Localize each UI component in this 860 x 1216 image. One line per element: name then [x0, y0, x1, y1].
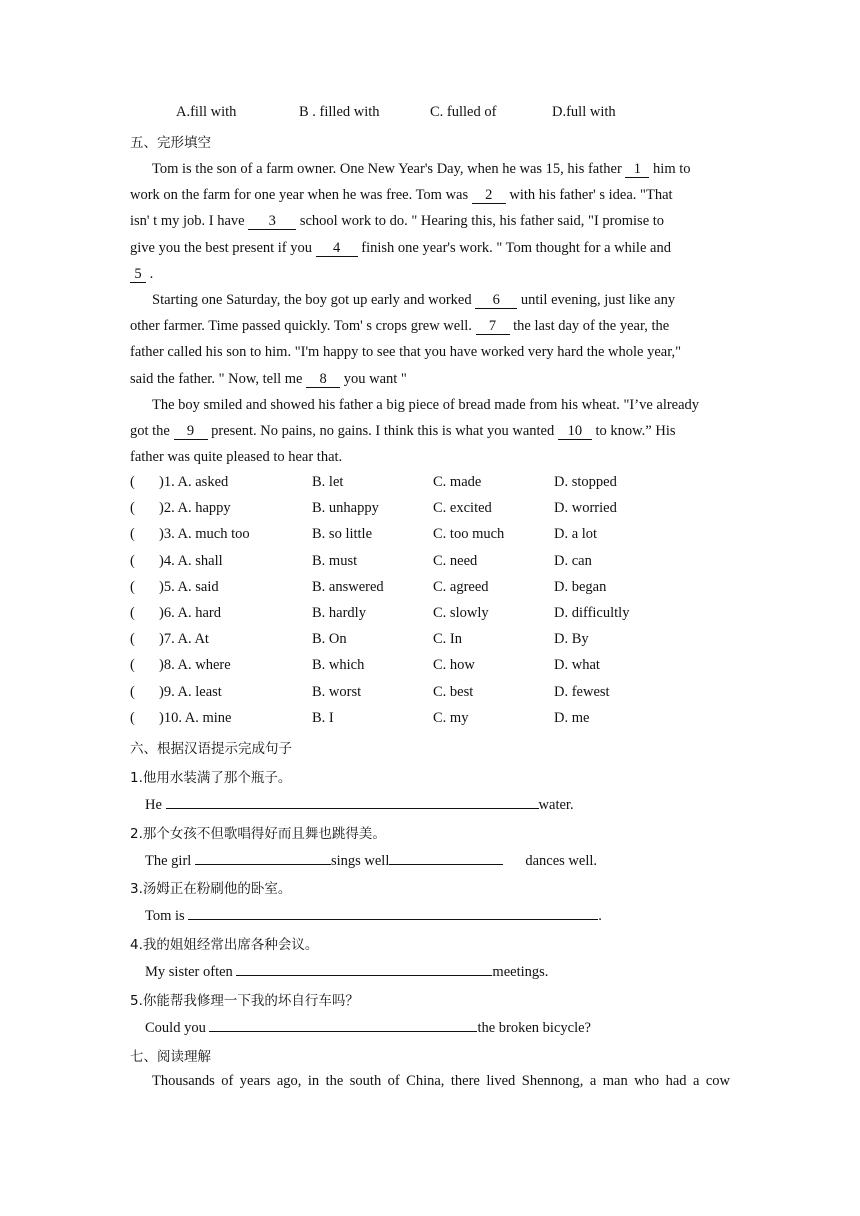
section-7-title: 七、阅读理解: [130, 1049, 211, 1065]
question-option-b: B. which: [312, 657, 365, 674]
passage-line: other farmer. Time passed quickly. Tom' s crops grew well. 7 the last day of the year, the: [130, 318, 670, 335]
blank-4: 4: [316, 240, 358, 257]
passage-line: Tom is the son of a farm owner. One New Year's Day, when he was 15, his father 1 him to: [152, 161, 691, 177]
blank-1: 1: [625, 161, 649, 178]
question-option-a: )8. A. where: [159, 657, 231, 674]
question-option-a: )3. A. much too: [159, 526, 250, 543]
question-option-c: C. how: [433, 657, 475, 674]
question-option-a: )2. A. happy: [159, 500, 231, 517]
sentence-5-chinese: 5.你能帮我修理一下我的坏自行车吗？: [130, 993, 359, 1009]
question-option-d: D. fewest: [554, 683, 610, 700]
answer-line[interactable]: [195, 850, 331, 865]
answer-line[interactable]: [188, 905, 598, 920]
sentence-4-chinese: 4.我的姐姐经常出席各种会议。: [130, 937, 319, 953]
question-option-a: )1. A. asked: [159, 474, 229, 490]
blank-6: 6: [475, 292, 517, 309]
blank-5: 5: [130, 266, 146, 283]
passage-line: Starting one Saturday, the boy got up early and worked 6 until evening, just like any: [152, 292, 676, 309]
passage-line: isn' t my job. I have 3 school work to do. " Hearing this, his father said, "I promise to: [130, 213, 665, 230]
answer-line[interactable]: [236, 961, 492, 976]
answer-bracket: (: [130, 578, 135, 595]
passage-line: 5 .: [130, 261, 730, 287]
answer-bracket: (: [130, 657, 135, 674]
passage-line: work on the farm for one year when he was free. Tom was 2 with his father' s idea. "That: [130, 187, 673, 204]
option-c: C. fulled of: [430, 104, 497, 120]
blank-10: 10: [558, 423, 592, 440]
sentence-3-chinese: 3.汤姆正在粉刷他的卧室。: [130, 881, 292, 897]
option-b: B . filled with: [299, 104, 380, 120]
sentence-4-english: My sister often meetings.: [145, 961, 548, 981]
question-option-c: C. made: [433, 474, 482, 490]
passage-line: father was quite pleased to hear that.: [130, 449, 343, 466]
question-option-c: C. too much: [433, 526, 505, 543]
sentence-2-chinese: 2.那个女孩不但歌唱得好而且舞也跳得美。: [130, 826, 386, 842]
question-option-b: B. answered: [312, 578, 384, 595]
answer-bracket: (: [130, 631, 135, 648]
answer-bracket: (: [130, 474, 135, 490]
question-option-c: C. my: [433, 709, 469, 726]
sentence-1-chinese: 1.他用水装满了那个瓶子。: [130, 770, 292, 786]
cloze-passage: [130, 156, 730, 470]
answer-bracket: (: [130, 500, 135, 517]
question-option-d: D. a lot: [554, 526, 598, 543]
question-option-d: D. me: [554, 709, 590, 726]
question-option-b: B. so little: [312, 526, 373, 543]
answer-line[interactable]: [209, 1017, 477, 1032]
passage-line: give you the best present if you 4 finish one year's work. " Tom thought for a while and: [130, 239, 671, 256]
passage-line: The boy smiled and showed his father a big piece of bread made from his wheat. "I’ve already: [152, 396, 700, 413]
blank-9: 9: [174, 423, 208, 440]
question-option-c: C. agreed: [433, 578, 489, 595]
question-option-b: B. hardly: [312, 605, 366, 621]
question-option-b: B. let: [312, 474, 344, 490]
question-option-d: D. difficultly: [554, 605, 630, 621]
answer-line[interactable]: [389, 850, 503, 865]
sentence-3-english: Tom is .: [145, 905, 602, 925]
answer-bracket: (: [130, 709, 135, 726]
question-option-d: D. stopped: [554, 474, 617, 490]
question-option-d: D. can: [554, 552, 592, 569]
question-option-a: )7. A. At: [159, 631, 209, 648]
sentence-2-english: The girl sings well dances well.: [145, 850, 597, 870]
blank-2: 2: [472, 187, 506, 204]
question-option-c: C. slowly: [433, 605, 489, 621]
answer-bracket: (: [130, 552, 135, 569]
sentence-5-english: Could you the broken bicycle?: [145, 1017, 591, 1037]
question-option-b: B. worst: [312, 683, 362, 700]
question-option-b: B. On: [312, 631, 347, 648]
option-a: A.fill with: [176, 104, 237, 120]
question-option-b: B. unhappy: [312, 500, 379, 517]
question-option-a: )5. A. said: [159, 578, 219, 595]
section-6-title: 六、根据汉语提示完成句子: [130, 741, 292, 757]
passage-line: said the father. " Now, tell me 8 you want ": [130, 370, 407, 387]
blank-8: 8: [306, 371, 340, 388]
question-option-d: D. worried: [554, 500, 617, 517]
question-option-a: )10. A. mine: [159, 709, 232, 726]
section-5-title: 五、完形填空: [130, 135, 211, 151]
question-option-b: B. must: [312, 552, 358, 569]
question-option-d: D. what: [554, 657, 600, 674]
question-option-d: D. By: [554, 631, 589, 648]
question-option-a: )6. A. hard: [159, 605, 222, 621]
answer-line[interactable]: [166, 794, 539, 809]
question-option-a: )4. A. shall: [159, 552, 223, 569]
question-option-c: C. excited: [433, 500, 492, 517]
answer-bracket: (: [130, 683, 135, 700]
question-option-d: D. began: [554, 578, 607, 595]
answer-bracket: (: [130, 605, 135, 621]
answer-bracket: (: [130, 526, 135, 543]
reading-first-line: Thousands of years ago, in the south of China, there lived Shennong, a man who had a cow: [152, 1073, 730, 1089]
blank-7: 7: [476, 318, 510, 335]
passage-line: got the 9 present. No pains, no gains. I think this is what you wanted 10 to know.” His: [130, 423, 676, 440]
question-option-c: C. need: [433, 552, 478, 569]
question-option-a: )9. A. least: [159, 683, 222, 700]
question-option-c: C. best: [433, 683, 474, 700]
sentence-1-english: He water.: [145, 794, 574, 814]
option-d: D.full with: [552, 104, 616, 120]
question-option-c: C. In: [433, 631, 462, 648]
passage-line: father called his son to him. "I'm happy to see that you have worked very hard the whole year,": [130, 344, 682, 361]
question-option-b: B. I: [312, 709, 334, 726]
blank-3: 3: [248, 213, 296, 230]
